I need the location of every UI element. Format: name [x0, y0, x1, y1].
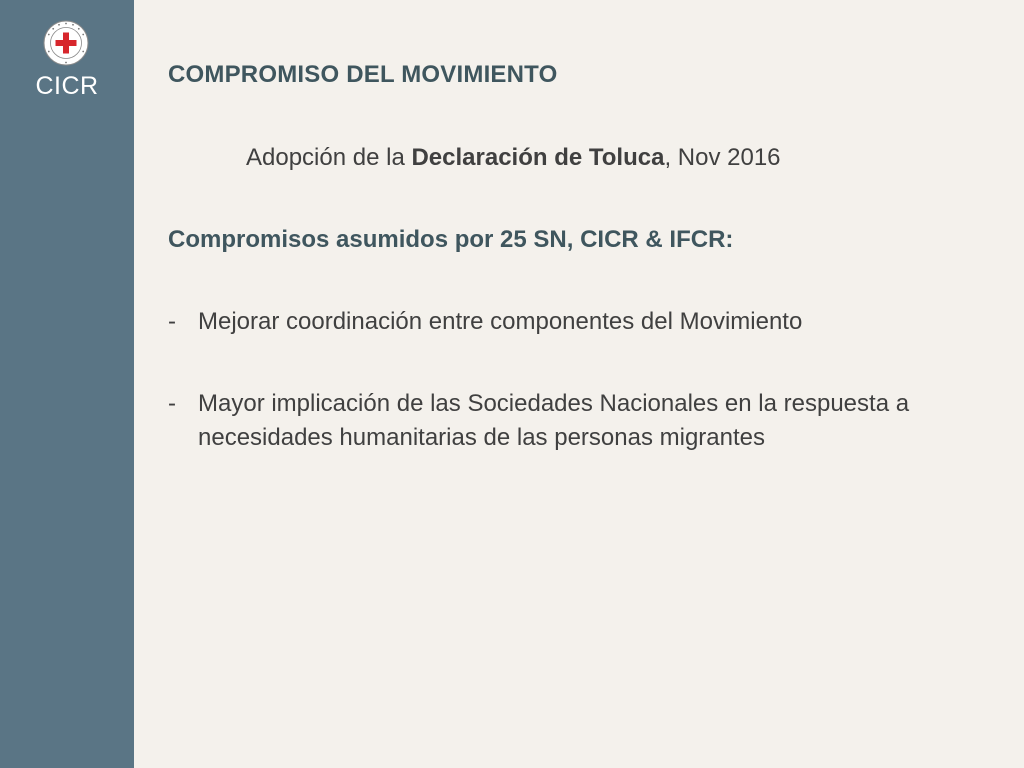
adoption-line: [246, 144, 781, 172]
org-name: CICR: [35, 72, 99, 100]
bullet-marker: -: [168, 308, 176, 335]
bullet-text: Mejorar coordinación entre componentes del Movimiento: [198, 308, 803, 335]
bullet-item: [168, 305, 918, 339]
slide-content: [168, 0, 988, 768]
commitments-heading: Compromisos asumidos por 25 SN, CICR & IFCR:: [168, 226, 734, 253]
bullet-text: Mayor implicación de las Sociedades Nacionales en la respuesta a necesidades humanitarias de las personas migrantes: [198, 390, 910, 451]
adoption-prefix: Adopción de la: [246, 144, 412, 171]
declaration-name: Declaración de Toluca: [411, 144, 665, 171]
bullet-item: [168, 387, 918, 455]
slide-title: COMPROMISO DEL MOVIMIENTO: [168, 61, 558, 88]
adoption-suffix: , Nov 2016: [664, 144, 781, 171]
bullet-marker: -: [168, 390, 176, 417]
icrc-emblem-logo: [43, 20, 89, 66]
sidebar: [0, 0, 134, 768]
